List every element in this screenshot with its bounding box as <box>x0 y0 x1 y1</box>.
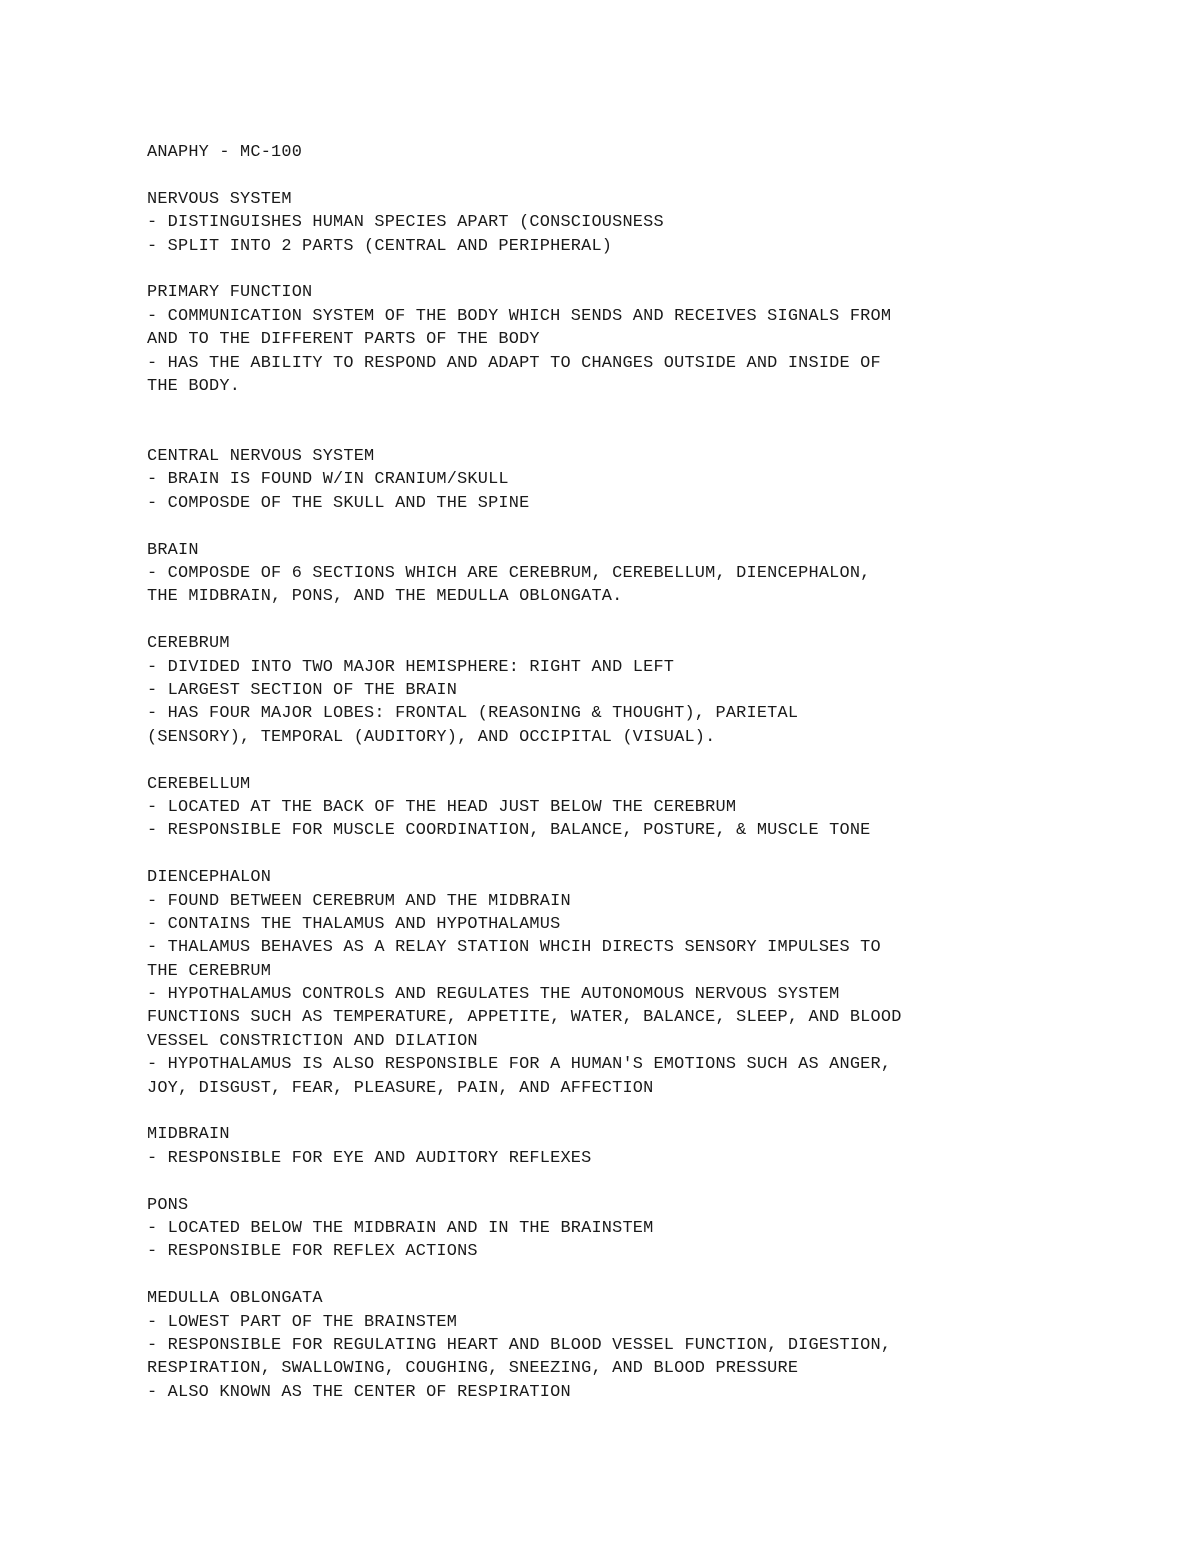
section-heading-central-nervous-system: CENTRAL NERVOUS SYSTEM <box>147 447 375 467</box>
section-line: - RESPONSIBLE FOR REGULATING HEART AND BLOOD VESSEL FUNCTION, DIGESTION, <box>147 1335 892 1355</box>
section-line: - COMPOSDE OF THE SKULL AND THE SPINE <box>147 493 530 513</box>
section-line: - LOWEST PART OF THE BRAINSTEM <box>147 1312 458 1332</box>
section-heading-primary-function: PRIMARY FUNCTION <box>147 283 313 303</box>
section-heading-pons: PONS <box>147 1195 189 1215</box>
section-line: - THALAMUS BEHAVES AS A RELAY STATION WHCIH DIRECTS SENSORY IMPULSES TO <box>147 938 881 958</box>
section-line: - HAS THE ABILITY TO RESPOND AND ADAPT TO CHANGES OUTSIDE AND INSIDE OF <box>147 353 881 373</box>
section-line: VESSEL CONSTRICTION AND DILATION <box>147 1031 478 1051</box>
spacer <box>147 164 1147 187</box>
spacer <box>147 1100 1147 1123</box>
section-line: FUNCTIONS SUCH AS TEMPERATURE, APPETITE, WATER, BALANCE, SLEEP, AND BLOOD <box>147 1008 902 1028</box>
section-line: - RESPONSIBLE FOR EYE AND AUDITORY REFLEXES <box>147 1148 592 1168</box>
section-line: - HYPOTHALAMUS CONTROLS AND REGULATES THE AUTONOMOUS NERVOUS SYSTEM <box>147 985 840 1005</box>
section-heading-nervous-system: NERVOUS SYSTEM <box>147 189 292 209</box>
section-line: THE CEREBRUM <box>147 961 272 981</box>
section-line: - DISTINGUISHES HUMAN SPECIES APART (CONSCIOUSNESS <box>147 213 664 233</box>
section-line: - LOCATED AT THE BACK OF THE HEAD JUST BELOW THE CEREBRUM <box>147 797 737 817</box>
section-line: - SPLIT INTO 2 PARTS (CENTRAL AND PERIPHERAL) <box>147 236 613 256</box>
section-line: - HYPOTHALAMUS IS ALSO RESPONSIBLE FOR A HUMAN'S EMOTIONS SUCH AS ANGER, <box>147 1055 892 1075</box>
section-line: - CONTAINS THE THALAMUS AND HYPOTHALAMUS <box>147 914 561 934</box>
section-heading-midbrain: MIDBRAIN <box>147 1125 230 1145</box>
section-line: THE MIDBRAIN, PONS, AND THE MEDULLA OBLONGATA. <box>147 587 623 607</box>
spacer <box>147 609 1147 632</box>
section-line: - BRAIN IS FOUND W/IN CRANIUM/SKULL <box>147 470 509 490</box>
section-heading-medulla-oblongata: MEDULLA OBLONGATA <box>147 1289 323 1309</box>
spacer <box>147 515 1147 538</box>
section-line: - COMMUNICATION SYSTEM OF THE BODY WHICH SENDS AND RECEIVES SIGNALS FROM <box>147 306 892 326</box>
section-heading-cerebrum: CEREBRUM <box>147 634 230 654</box>
section-line: - ALSO KNOWN AS THE CENTER OF RESPIRATION <box>147 1382 571 1402</box>
section-heading-diencephalon: DIENCEPHALON <box>147 868 272 888</box>
spacer <box>147 398 1147 445</box>
spacer <box>147 1264 1147 1287</box>
spacer <box>147 749 1147 772</box>
section-line: JOY, DISGUST, FEAR, PLEASURE, PAIN, AND AFFECTION <box>147 1078 654 1098</box>
section-line: - DIVIDED INTO TWO MAJOR HEMISPHERE: RIGHT AND LEFT <box>147 657 675 677</box>
spacer <box>147 258 1147 281</box>
section-heading-brain: BRAIN <box>147 540 199 560</box>
section-line: AND TO THE DIFFERENT PARTS OF THE BODY <box>147 330 540 350</box>
section-line: - FOUND BETWEEN CEREBRUM AND THE MIDBRAIN <box>147 891 571 911</box>
section-line: - RESPONSIBLE FOR REFLEX ACTIONS <box>147 1242 478 1262</box>
section-line: - HAS FOUR MAJOR LOBES: FRONTAL (REASONING & THOUGHT), PARIETAL <box>147 704 799 724</box>
spacer <box>147 1170 1147 1193</box>
section-line: (SENSORY), TEMPORAL (AUDITORY), AND OCCIPITAL (VISUAL). <box>147 727 716 747</box>
spacer <box>147 843 1147 866</box>
section-line: - LOCATED BELOW THE MIDBRAIN AND IN THE BRAINSTEM <box>147 1218 654 1238</box>
document-page <box>147 141 1147 1404</box>
document-title: ANAPHY - MC-100 <box>147 143 303 162</box>
section-line: - RESPONSIBLE FOR MUSCLE COORDINATION, BALANCE, POSTURE, & MUSCLE TONE <box>147 821 871 841</box>
section-line: - LARGEST SECTION OF THE BRAIN <box>147 681 458 700</box>
section-line: RESPIRATION, SWALLOWING, COUGHING, SNEEZING, AND BLOOD PRESSURE <box>147 1359 799 1379</box>
section-line: - COMPOSDE OF 6 SECTIONS WHICH ARE CEREBRUM, CEREBELLUM, DIENCEPHALON, <box>147 564 871 584</box>
section-heading-cerebellum: CEREBELLUM <box>147 774 251 794</box>
section-line: THE BODY. <box>147 376 241 396</box>
